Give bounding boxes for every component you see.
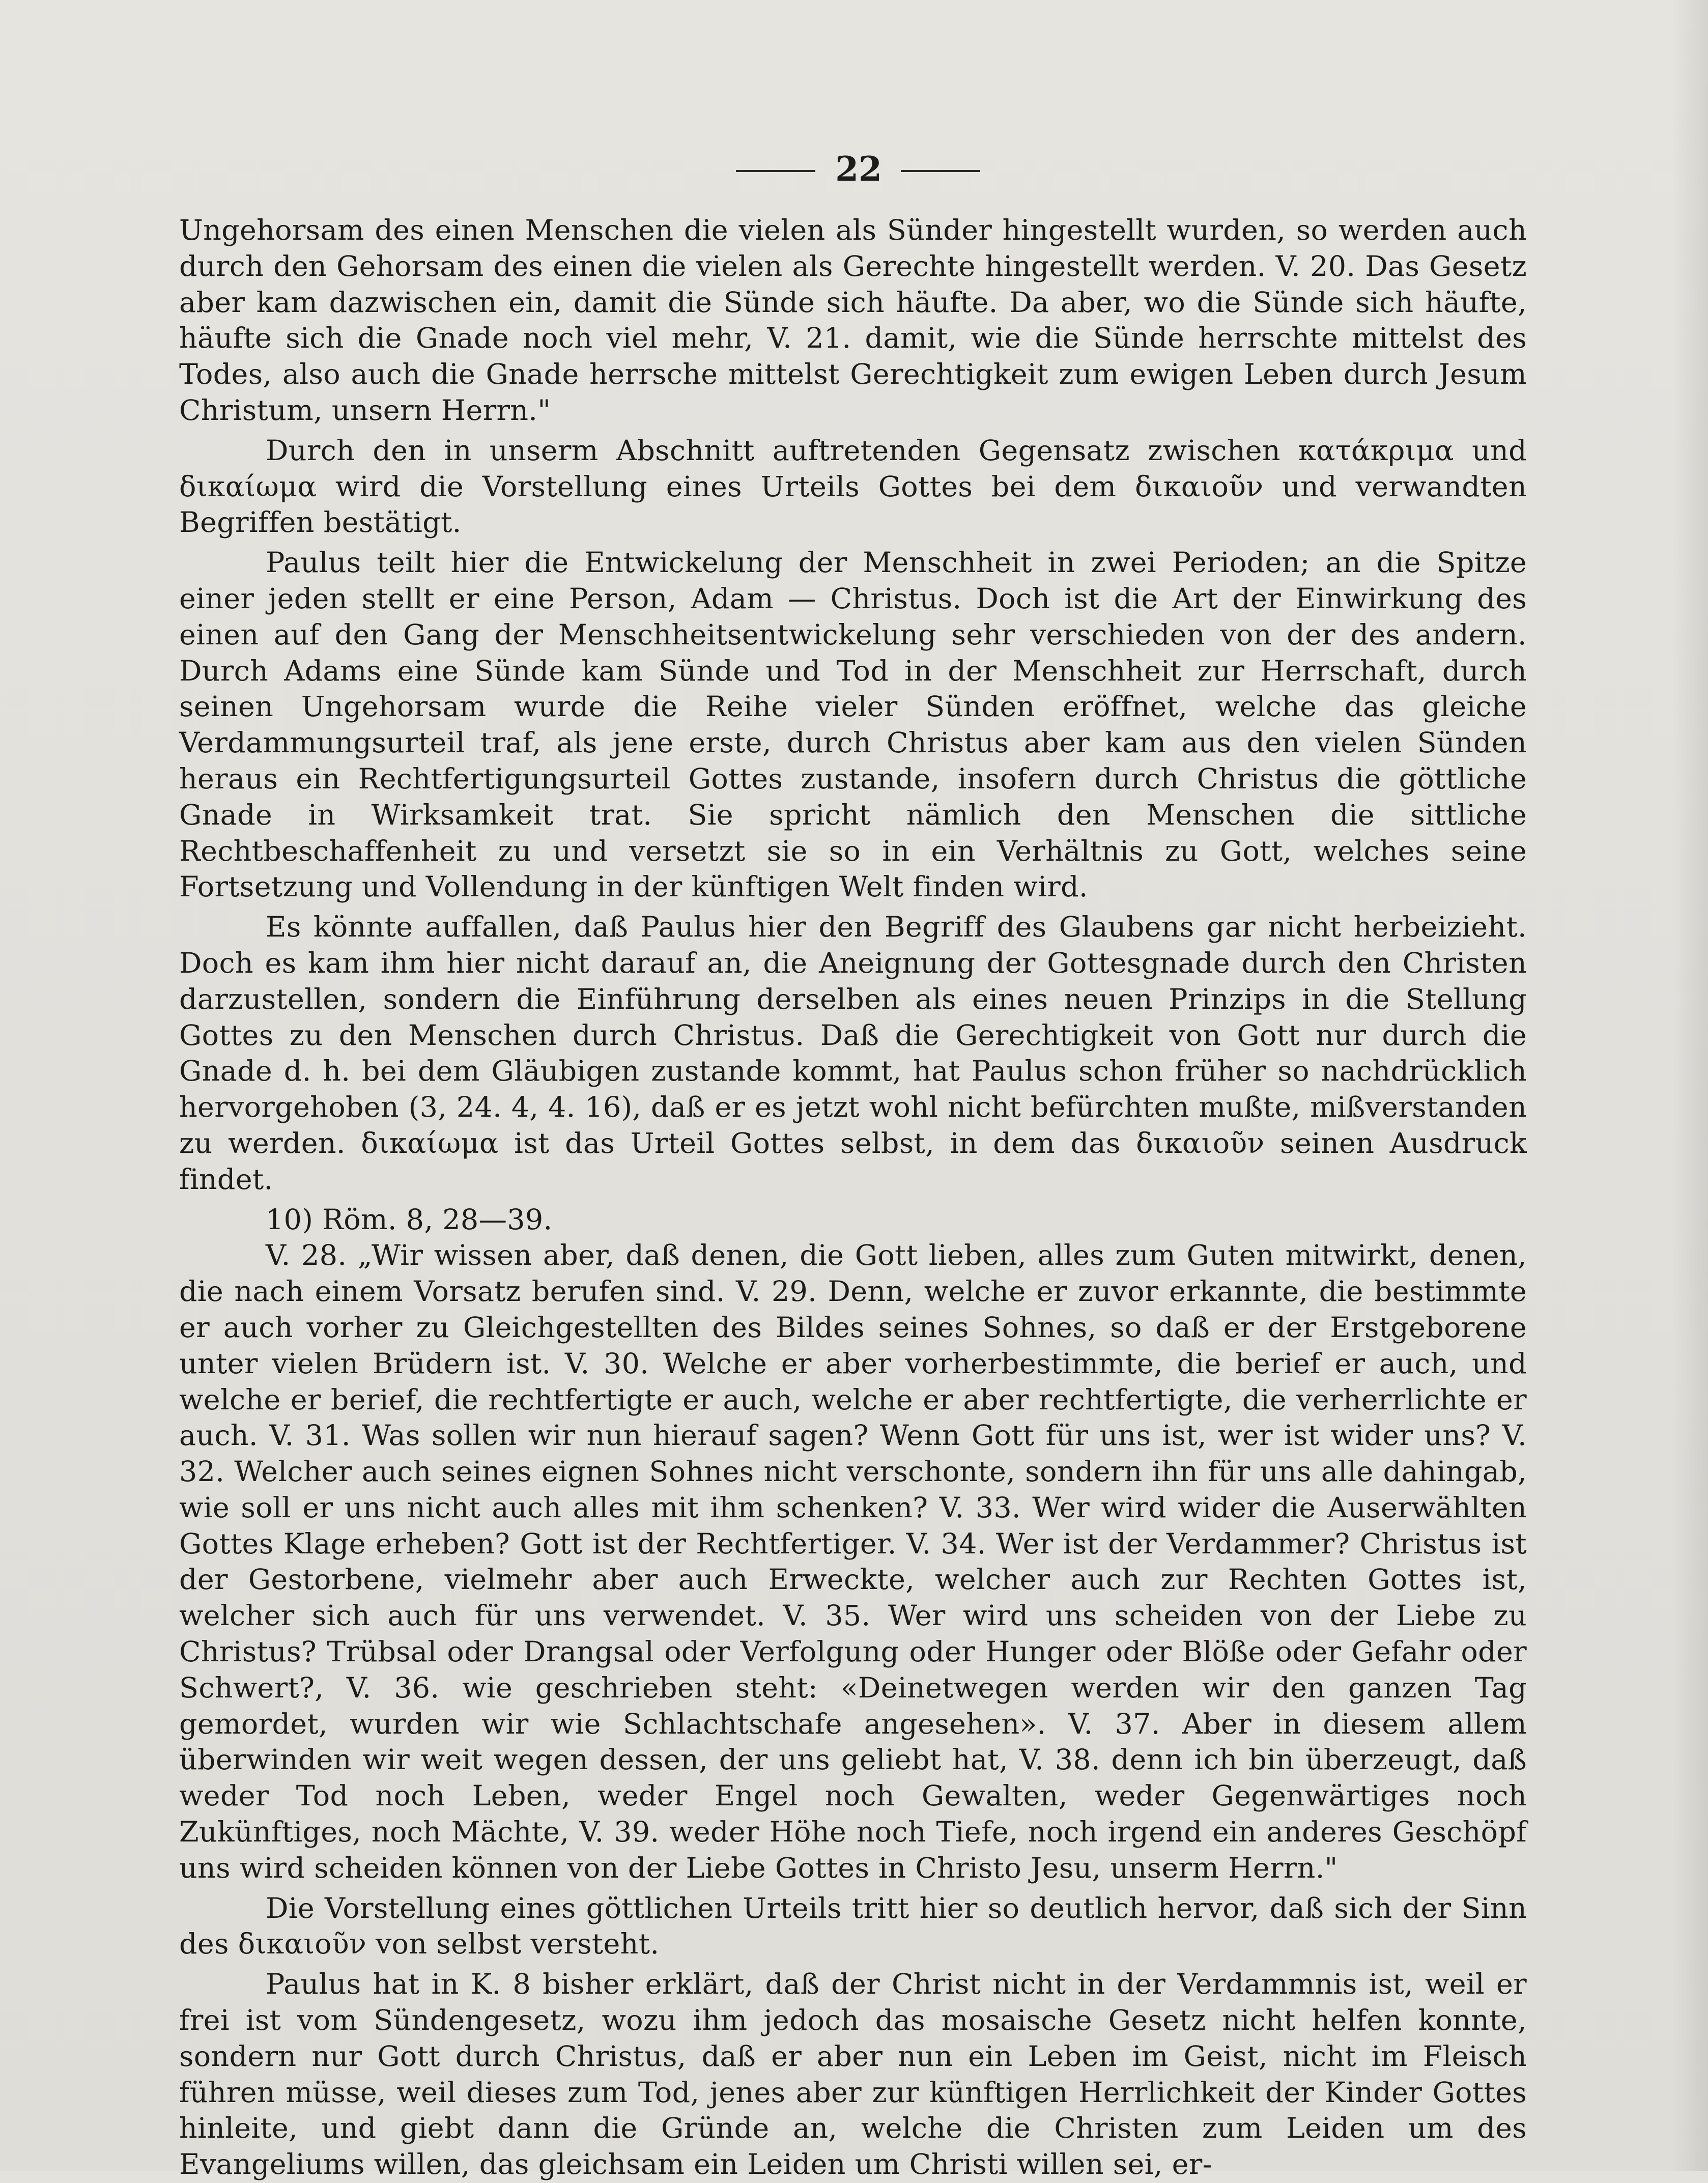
page-number: 22 bbox=[835, 149, 882, 189]
paragraph: Durch den in unserm Abschnitt auftretenden Gegensatz zwischen κατάκριμα und δικαίωμα wird die Vorstellung eines Urteils Gottes bei dem δικαιοῦν und verwandten Begriffen bestätigt. bbox=[179, 434, 1527, 540]
page-body bbox=[179, 213, 1527, 2183]
scripture-quote: V. 28. „Wir wissen aber, daß denen, die Gott lieben, alles zum Guten mitwirkt, denen, die nach einem Vorsatz berufen sind. V. 29. Denn, welche er zuvor erkannte, die bestimmte er auch vorher zu Gleichgestellten des Bildes seines Sohnes, so daß er der Erstgeborene unter vielen Brüdern ist. V. 30. Welche er aber vorherbestimmte, die berief er auch, und welche er berief, die rechtfertigte er auch, welche er aber rechtfertigte, die verherrlichte er auch. V. 31. Was sollen wir nun hierauf sagen? Wenn Gott für uns ist, wer ist wider uns? V. 32. Welcher auch seines eignen Sohnes nicht verschonte, sondern ihn für uns alle dahingab, wie soll er uns nicht auch alles mit ihm schenken? V. 33. Wer wird wider die Auserwählten Gottes Klage erheben? Gott ist der Rechtfertiger. V. 34. Wer ist der Verdammer? Christus ist der Gestorbene, vielmehr aber auch Erweckte, welcher auch zur Rechten Gottes ist, welcher sich auch für uns verwendet. V. 35. Wer wird uns scheiden von der Liebe zu Christus? Trübsal oder Drangsal oder Verfolgung oder Hunger oder Blöße oder Gefahr oder Schwert?, V. 36. wie geschrieben steht: «Deinetwegen werden wir den ganzen Tag gemordet, wurden wir wie Schlachtschafe angesehen». V. 37. Aber in diesem allem überwinden wir weit wegen dessen, der uns geliebt hat, V. 38. denn ich bin überzeugt, daß weder Tod noch Leben, weder Engel noch Gewalten, weder Gegenwärtiges noch Zukünftiges, noch Mächte, V. 39. weder Höhe noch Tiefe, noch irgend ein anderes Geschöpf uns wird scheiden können von der Liebe Gottes in Christo Jesu, unserm Herrn." bbox=[179, 1239, 1527, 1885]
page-header bbox=[0, 149, 1708, 189]
page-edge-shadow bbox=[1672, 0, 1708, 2171]
paragraph: Paulus hat in K. 8 bisher erklärt, daß der Christ nicht in der Verdammnis ist, weil er frei ist vom Sündengesetz, wozu ihm jedoch das mosaische Gesetz nicht helfen konnte, sondern nur Gott durch Christus, daß er aber nun ein Leben im Geist, nicht im Fleisch führen müsse, weil dieses zum Tod, jenes aber zur künftigen Herrlichkeit der Kinder Gottes hinleite, und giebt dann die Gründe an, welche die Christen zum Leiden um des Evangeliums willen, das gleichsam ein Leiden um Christi willen sei, er- bbox=[179, 1968, 1527, 2181]
header-rule-right bbox=[901, 170, 980, 172]
paragraph: Die Vorstellung eines göttlichen Urteils tritt hier so deutlich hervor, daß sich der Sinn des δικαιοῦν von selbst versteht. bbox=[179, 1891, 1527, 1961]
paragraph-continuation: Ungehorsam des einen Menschen die vielen als Sünder hingestellt wurden, so werden auch durch den Gehorsam des einen die vielen als Gerechte hingestellt werden. V. 20. Das Gesetz aber kam dazwischen ein, damit die Sünde sich häufte. Da aber, wo die Sünde sich häufte, häufte sich die Gnade noch viel mehr, V. 21. damit, wie die Sünde herrschte mittelst des Todes, also auch die Gnade herrsche mittelst Gerechtigkeit zum ewigen Leben durch Jesum Christum, unsern Herrn." bbox=[179, 214, 1527, 427]
section-heading: 10) Röm. 8, 28—39. bbox=[266, 1203, 553, 1236]
paragraph: Es könnte auffallen, daß Paulus hier den Begriff des Glaubens gar nicht herbeizieht. Doch es kam ihm hier nicht darauf an, die Aneignung der Gottesgnade durch den Christen darzustellen, sondern die Einführung derselben als eines neuen Prinzips in die Stellung Gottes zu den Menschen durch Christus. Daß die Gerechtigkeit von Gott nur durch die Gnade d. h. bei dem Gläubigen zustande kommt, hat Paulus schon früher so nachdrücklich hervorgehoben (3, 24. 4, 4. 16), daß er es jetzt wohl nicht befürchten mußte, mißverstanden zu werden. δικαίωμα ist das Urteil Gottes selbst, in dem das δικαιοῦν seinen Ausdruck findet. bbox=[179, 911, 1527, 1196]
header-rule-left bbox=[736, 170, 815, 172]
paragraph: Paulus teilt hier die Entwickelung der Menschheit in zwei Perioden; an die Spitze einer jeden stellt er eine Person, Adam — Christus. Doch ist die Art der Einwirkung des einen auf den Gang der Menschheitsentwickelung sehr verschieden von der des andern. Durch Adams eine Sünde kam Sünde und Tod in der Menschheit zur Herrschaft, durch seinen Ungehorsam wurde die Reihe vieler Sünden eröffnet, welche das gleiche Verdammungsurteil traf, als jene erste, durch Christus aber kam aus den vielen Sünden heraus ein Rechtfertigungsurteil Gottes zustande, insofern durch Christus die göttliche Gnade in Wirksamkeit trat. Sie spricht nämlich den Menschen die sittliche Rechtbeschaffenheit zu und versetzt sie so in ein Verhältnis zu Gott, welches seine Fortsetzung und Vollendung in der künftigen Welt finden wird. bbox=[179, 546, 1527, 904]
